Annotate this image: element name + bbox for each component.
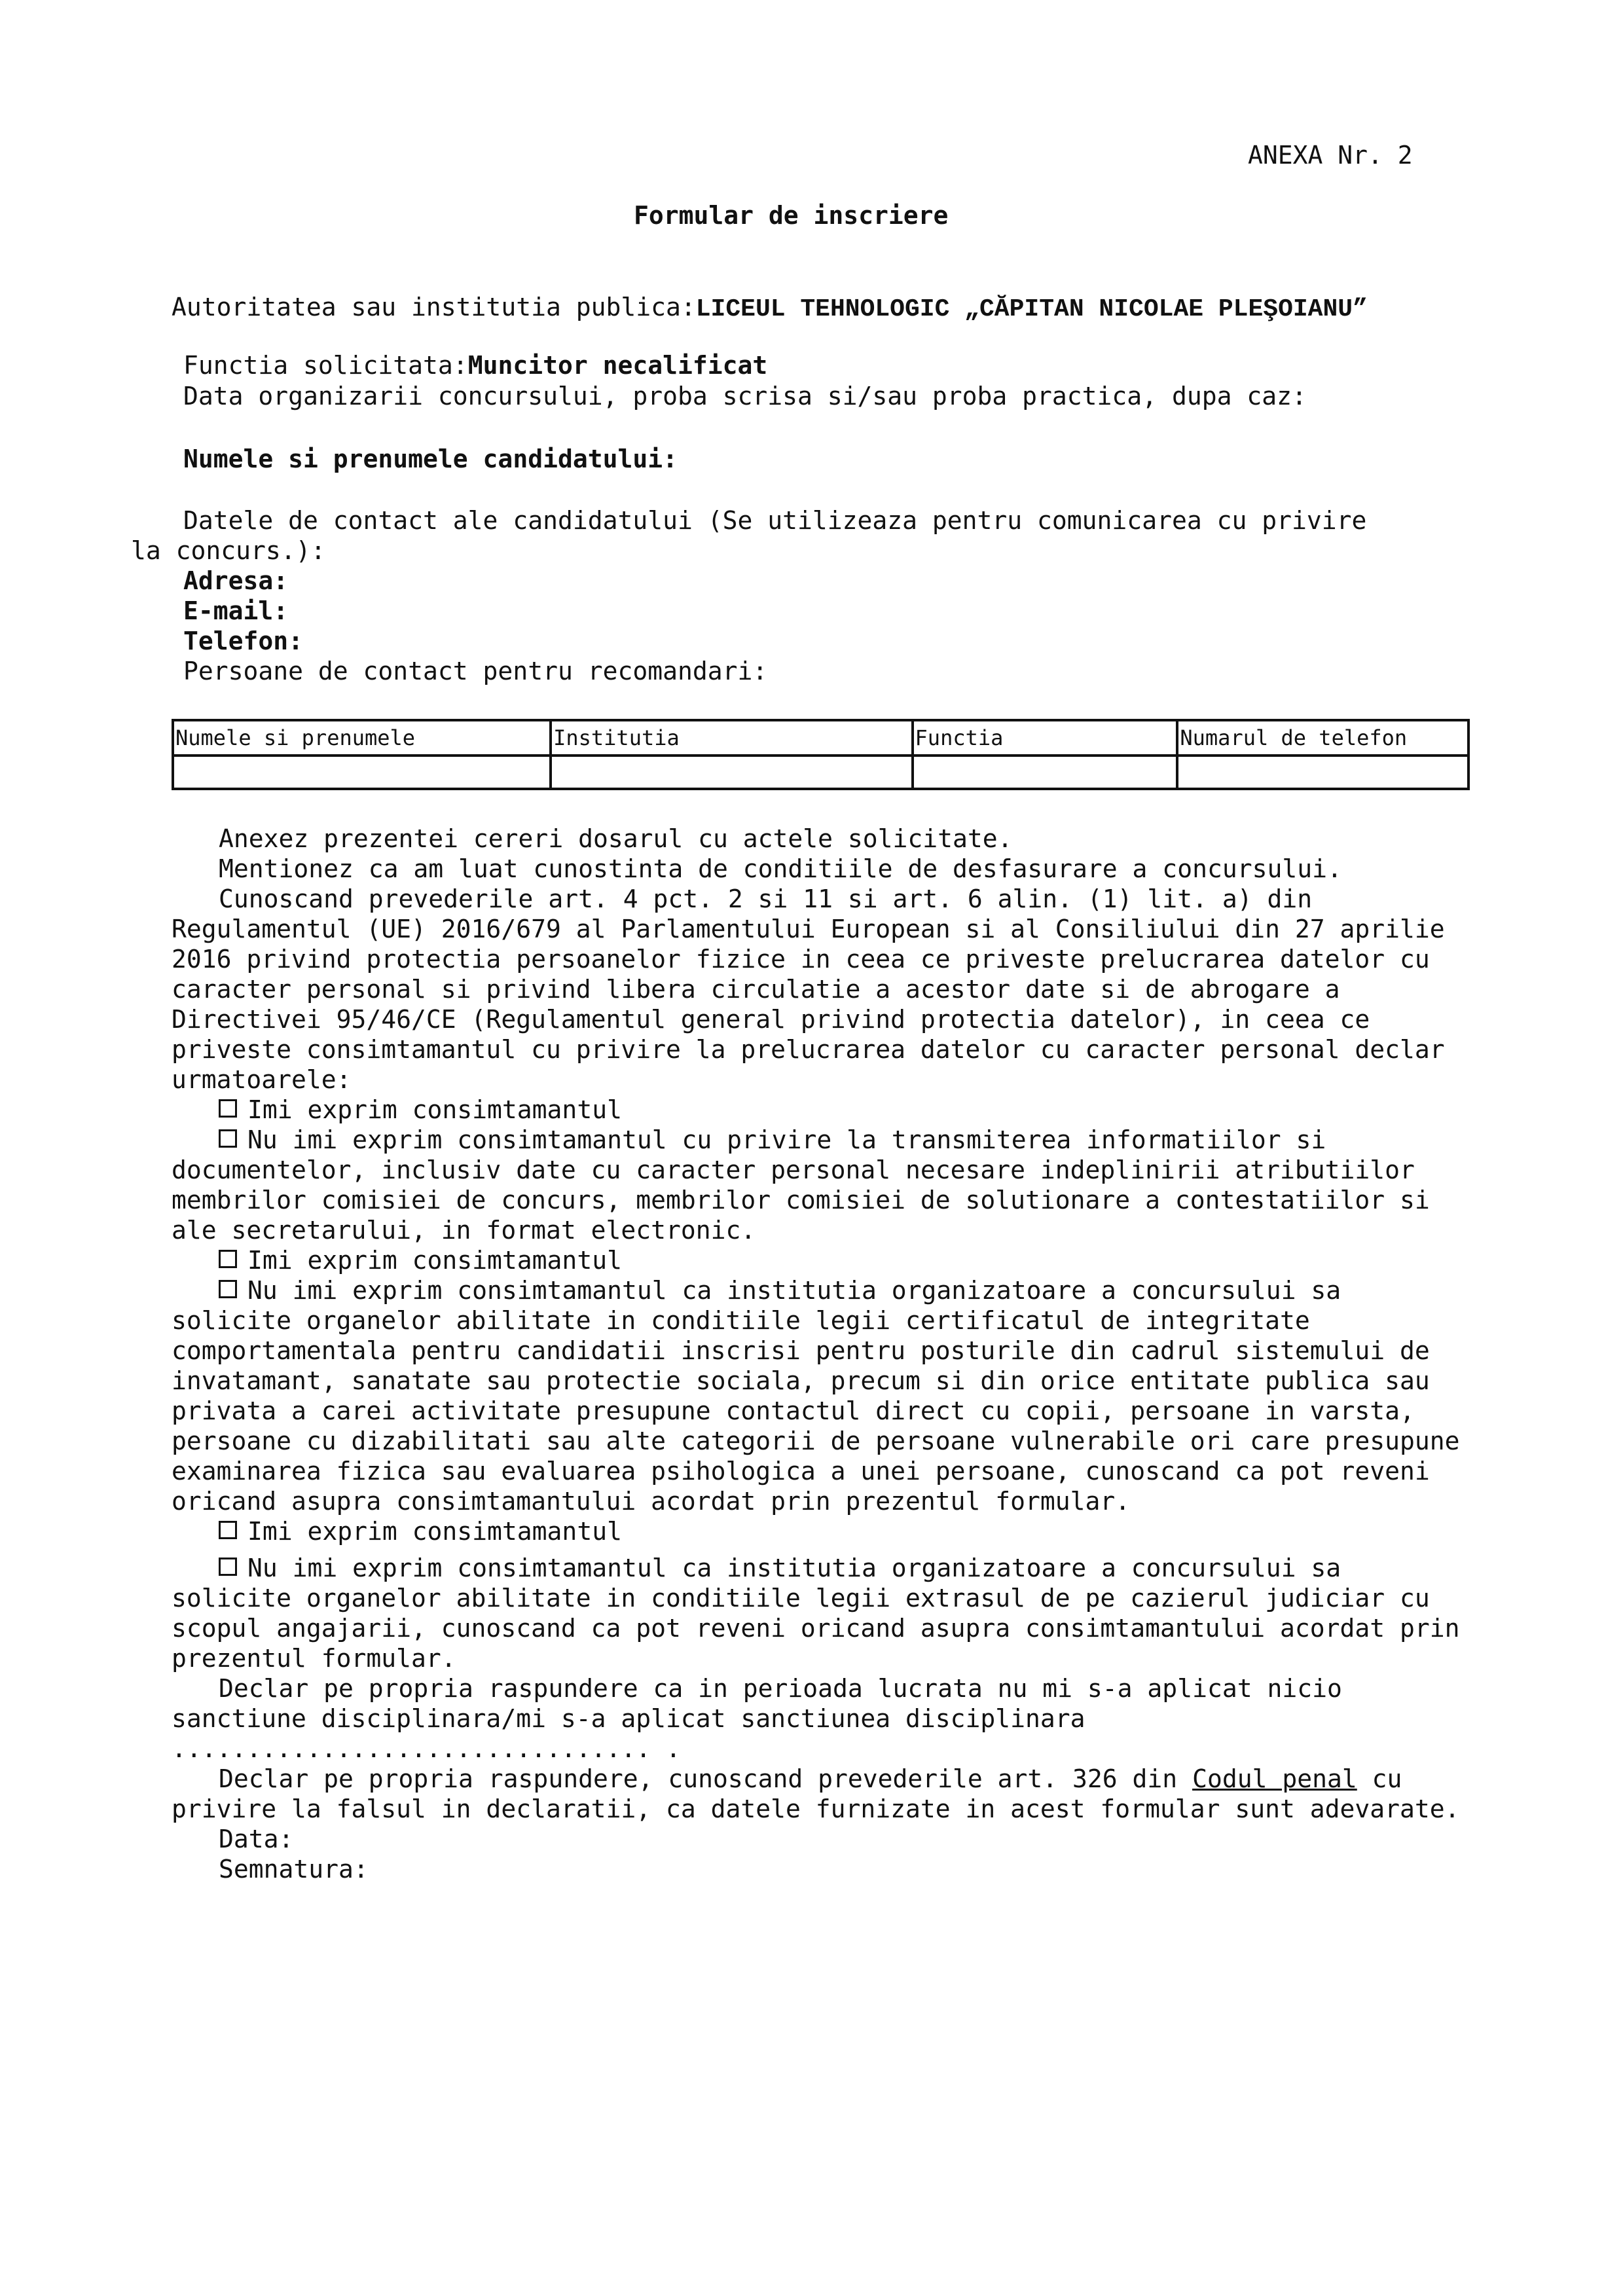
- contact-intro-line2: la concurs.):: [131, 536, 326, 565]
- consent2-no-option[interactable]: [172, 1275, 1474, 1516]
- email-label: E-mail:: [183, 596, 289, 625]
- table-header-row: [173, 720, 1468, 756]
- checkbox[interactable]: [219, 1558, 237, 1576]
- header-function: Functia: [913, 720, 1178, 756]
- annex-docs-text: Anexez prezentei cereri dosarul cu actele solicitate.: [219, 824, 1013, 853]
- header-name: Numele si prenumele: [173, 720, 551, 756]
- consent3-no-option[interactable]: [172, 1553, 1474, 1673]
- cell-institution[interactable]: [551, 756, 912, 789]
- header-phone: Numarul de telefon: [1177, 720, 1468, 756]
- position-value: Muncitor necalificat: [467, 351, 768, 380]
- date-label: Data:: [219, 1825, 294, 1853]
- penal-code-link[interactable]: Codul penal: [1192, 1764, 1357, 1793]
- checkbox[interactable]: [219, 1250, 237, 1268]
- table-row: [173, 756, 1468, 789]
- declaration-post: cu privire la falsul in declaratii, ca datele furnizate in acest formular sunt adevarate.: [172, 1764, 1460, 1823]
- header-institution: Institutia: [551, 720, 912, 756]
- declaration-pre: Declar pe propria raspundere, cunoscand prevederile art. 326 din: [219, 1764, 1193, 1793]
- authority-label: Autoritatea sau institutia publica:: [172, 293, 696, 321]
- phone-label: Telefon:: [183, 627, 304, 655]
- checkbox[interactable]: [219, 1280, 237, 1298]
- gdpr-text: Cunoscand prevederile art. 4 pct. 2 si 11 si art. 6 alin. (1) lit. a) din Regulamentul (UE) 2016/679 al Parlamentului European si al Consiliului din 27 aprilie 2016 privind protectia persoanelor fizice in ceea ce priveste prelucrarea datelor cu caracter personal si privind libera circulatie a acestor date si de abrogare a Directivei 95/46/CE (Regulamentul general privind protectia datelor), in ceea ce priveste consimtamantul cu privire la prelucrarea datelor cu caracter personal declar urmatoarele:: [172, 884, 1445, 1094]
- discipline-text: Declar pe propria raspundere ca in perioada lucrata nu mi s-a aplicat nicio sanctiune disciplinara/mi s-a aplicat sanctiunea disciplinara: [172, 1674, 1342, 1733]
- declaration-body: [172, 824, 1474, 1884]
- consent1-yes-label: Imi exprim consimtamantul: [247, 1095, 622, 1124]
- cell-phone[interactable]: [1177, 756, 1468, 789]
- candidate-name-label: Numele si prenumele candidatului:: [183, 445, 678, 473]
- position-line: [183, 350, 767, 380]
- consent2-yes-option[interactable]: [172, 1245, 1474, 1275]
- consent3-yes-label: Imi exprim consimtamantul: [247, 1517, 622, 1546]
- references-table: [172, 719, 1470, 790]
- discipline-dots: ................................ .: [172, 1734, 681, 1763]
- position-label: Functia solicitata:: [183, 351, 468, 380]
- address-label: Adresa:: [183, 566, 289, 595]
- authority-line: [172, 292, 1368, 325]
- annex-number: ANEXA Nr. 2: [1248, 141, 1413, 170]
- consent1-no-label: Nu imi exprim consimtamantul cu privire la transmiterea informatiilor si documentelor, inclusiv date cu caracter personal necesare indeplinirii atributiilor membrilor comisiei de concurs, membrilor comisiei de solutionare a contestatiilor si ale secretarului, in format electronic.: [172, 1125, 1430, 1245]
- exam-date-label: Data organizarii concursului, proba scrisa si/sau proba practica, dupa caz:: [183, 382, 1307, 410]
- checkbox[interactable]: [219, 1521, 237, 1539]
- consent2-no-label: Nu imi exprim consimtamantul ca institutia organizatoare a concursului sa solicite organelor abilitate in conditiile legii certificatul de integritate comportamentala pentru candidatii inscrisi pentru posturile din cadrul sistemului de invatamant, sanatate sau protectie sociala, precum si din orice entitate publica sau privata a carei activitate presupune contactul direct cu copii, persoane in varsta, persoane cu dizabilitati sau alte categorii de persoane vulnerabile ori care presupune examinarea fizica sau evaluarea psihologica a unei persoane, cunoscand ca pot reveni oricand asupra consimtamantului acordat prin prezentul formular.: [172, 1276, 1460, 1516]
- consent1-yes-option[interactable]: [172, 1095, 1474, 1125]
- signature-label: Semnatura:: [219, 1855, 369, 1884]
- references-label: Persoane de contact pentru recomandari:: [183, 657, 768, 685]
- cell-name[interactable]: [173, 756, 551, 789]
- contact-intro-line1: Datele de contact ale candidatului (Se utilizeaza pentru comunicarea cu privire: [183, 506, 1367, 535]
- authority-value: LICEUL TEHNOLOGIC „CĂPITAN NICOLAE PLEŞOIANU”: [695, 295, 1368, 323]
- consent3-no-label: Nu imi exprim consimtamantul ca institutia organizatoare a concursului sa solicite organelor abilitate in conditiile legii extrasul de pe cazierul judiciar cu scopul angajarii, cunoscand ca pot reveni oricand asupra consimtamantului acordat prin prezentul formular.: [172, 1554, 1460, 1673]
- conditions-text: Mentionez ca am luat cunostinta de conditiile de desfasurare a concursului.: [219, 854, 1342, 883]
- page-title: Formular de inscriere: [634, 201, 949, 230]
- consent2-yes-label: Imi exprim consimtamantul: [247, 1246, 622, 1275]
- checkbox[interactable]: [219, 1099, 237, 1118]
- declaration-text: [172, 1764, 1474, 1824]
- checkbox[interactable]: [219, 1129, 237, 1148]
- consent1-no-option[interactable]: [172, 1125, 1474, 1245]
- cell-function[interactable]: [913, 756, 1178, 789]
- consent3-yes-option[interactable]: [172, 1516, 1474, 1546]
